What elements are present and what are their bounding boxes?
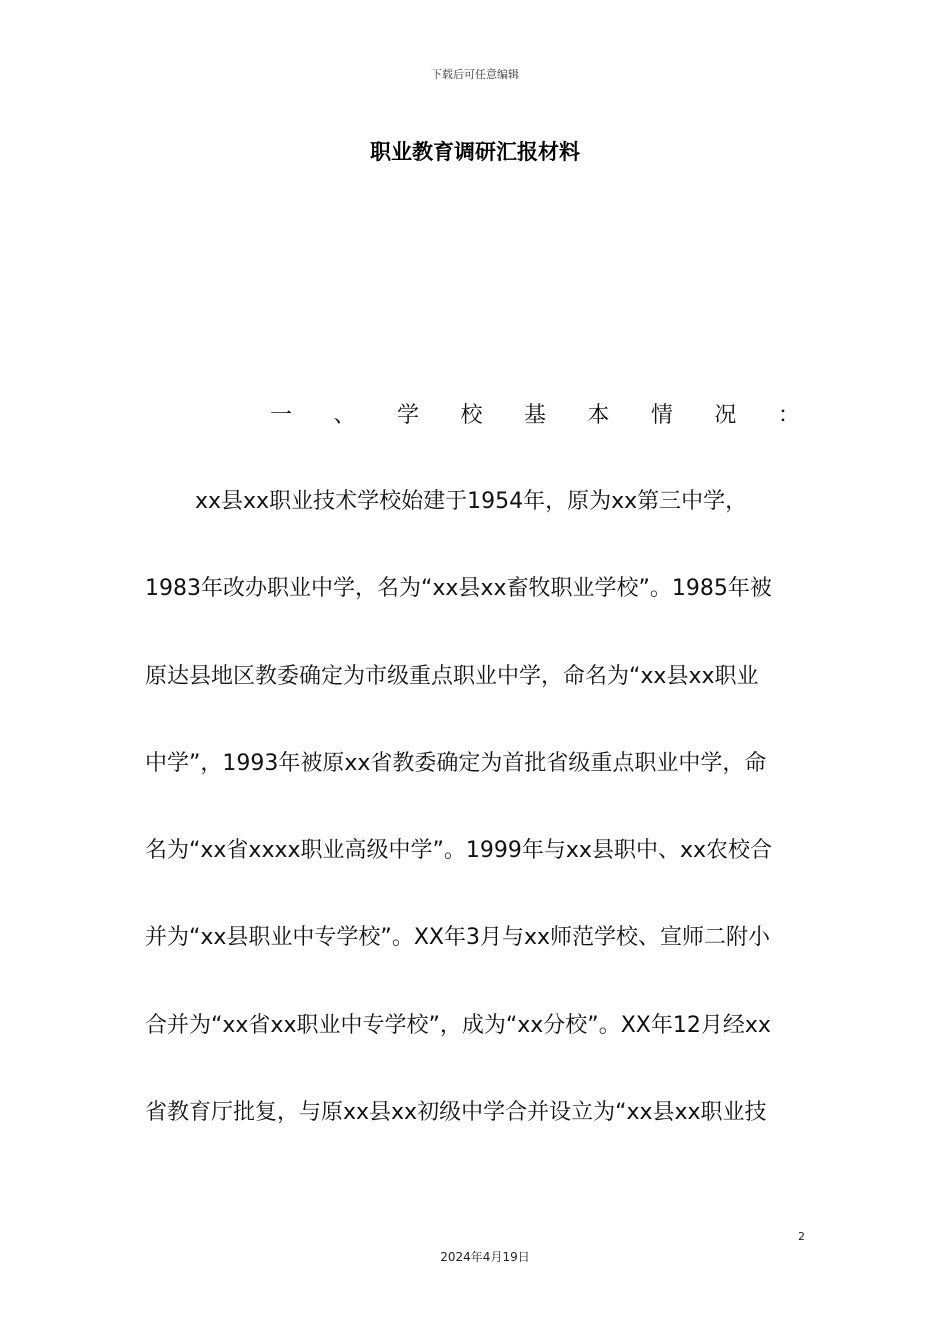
paragraph-line: 1983年改办职业中学，名为“xx县xx畜牧职业学校”。1985年被 bbox=[145, 576, 772, 602]
footer-date: 2024年4月19日 bbox=[440, 1250, 530, 1264]
section-heading-char: 学 bbox=[396, 403, 419, 428]
paragraph-line: 合并为“xx省xx职业中专学校”，成为“xx分校”。XX年12月经xx bbox=[145, 1012, 771, 1038]
document-title: 职业教育调研汇报材料 bbox=[370, 140, 580, 164]
paragraph-line: 并为“xx县职业中专学校”。XX年3月与xx师范学校、宣师二附小 bbox=[145, 925, 771, 951]
paragraph-line: 中学”，1993年被原xx省教委确定为首批省级重点职业中学，命 bbox=[145, 750, 767, 776]
paragraph-line: 原达县地区教委确定为市级重点职业中学，命名为“xx县xx职业 bbox=[145, 663, 759, 689]
section-heading-char: 一 bbox=[270, 403, 293, 428]
section-heading-char: 况 bbox=[714, 403, 737, 428]
section-heading-char: ： bbox=[777, 403, 800, 428]
body-paragraph bbox=[145, 484, 825, 1182]
paragraph-line: 名为“xx省xxxx职业高级中学”。1999年与xx县职中、xx农校合 bbox=[145, 838, 772, 864]
page-number: 2 bbox=[798, 1230, 805, 1243]
paragraph-line: 省教育厅批复，与原xx县xx初级中学合并设立为“xx县xx职业技 bbox=[145, 1100, 767, 1126]
header-note: 下载后可任意编辑 bbox=[431, 68, 519, 81]
paragraph-line: xx县xx职业技术学校始建于1954年，原为xx第三中学， bbox=[195, 489, 748, 514]
section-heading bbox=[270, 398, 800, 429]
section-heading-char: 、 bbox=[333, 403, 356, 428]
section-heading-char: 基 bbox=[523, 403, 546, 428]
section-heading-char: 情 bbox=[650, 403, 673, 428]
section-heading-char: 校 bbox=[460, 403, 483, 428]
section-heading-char: 本 bbox=[587, 403, 610, 428]
